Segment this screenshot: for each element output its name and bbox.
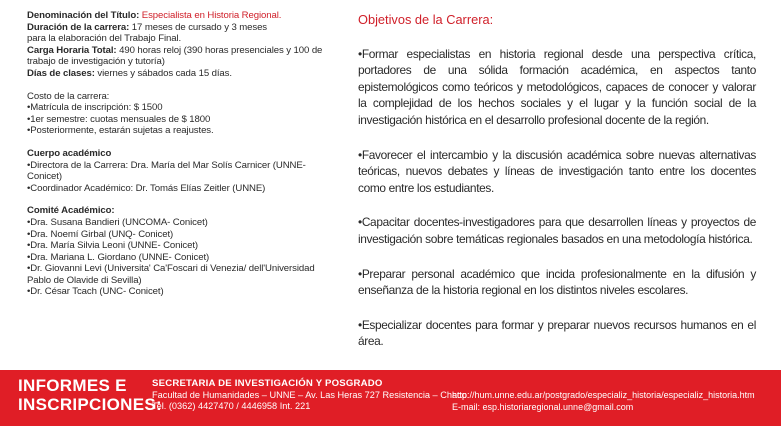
footer-banner: [0, 370, 781, 426]
objetivo-item: •Capacitar docentes-investigadores para que desarrollen líneas y proyectos de investigación sobre temáticas regionales basados en una metodología histórica.: [358, 215, 756, 246]
contact-info: [152, 378, 469, 413]
titulo-label: Denominación del Título:: [27, 10, 140, 21]
list-item: •Dra. María Silvia Leoni (UNNE- Conicet): [27, 240, 199, 252]
list-item: •1er semestre: cuotas mensuales de $ 1800: [27, 113, 211, 125]
list-item: Conicet): [27, 171, 62, 183]
list-item: •Dra. Mariana L. Giordano (UNNE- Conicet): [27, 251, 210, 263]
phone-number: Tel. (0362) 4427470 / 4446958 Int. 221: [152, 401, 311, 412]
list-item: •Matrícula de inscripción: $ 1500: [27, 102, 163, 114]
carga-value-2: trabajo de investigación y tutoría): [27, 56, 165, 68]
informes-line-2: INSCRIPCIONES:: [18, 395, 162, 414]
duracion-value: 17 meses de cursado y 3 meses: [131, 21, 268, 33]
duracion-value-2: para la elaboración del Trabajo Final.: [27, 33, 182, 45]
list-item: •Dr. César Tcach (UNC- Conicet): [27, 286, 164, 298]
comite-title: Comité Académico:: [27, 205, 115, 217]
list-item: •Coordinador Académico: Dr. Tomás Elías Zeitler (UNNE): [27, 182, 266, 194]
email-link[interactable]: E-mail: esp.historiaregional.unne@gmail.com: [452, 401, 634, 412]
titulo-value: Especialista en Historia Regional.: [141, 10, 282, 21]
list-item: •Dra. Susana Bandieri (UNCOMA- Conicet): [27, 216, 208, 228]
comite-section: [27, 205, 327, 298]
informes-heading: [18, 376, 162, 414]
dias-label: Días de clases:: [27, 67, 95, 79]
secretaria-heading: SECRETARIA DE INVESTIGACIÓN Y POSGRADO: [152, 378, 383, 389]
objetivo-item: •Formar especialistas en historia regional desde una perspectiva crítica, portadores de una sólida formación académica, en aspectos tanto epistemológicos como teóricos y metodológicos, capaces de conocer y valorar la complejidad de los hechos sociales y el lugar y la función social de la investigación histórica en el desarrollo profesional docente de la región.: [358, 46, 756, 127]
objetivo-item: •Especializar docentes para formar y preparar nuevos recursos humanos en el área.: [358, 317, 756, 349]
facultad-address: Facultad de Humanidades – UNNE – Av. Las Heras 727 Resistencia – Chaco.: [152, 389, 470, 400]
carga-label: Carga Horaria Total:: [27, 44, 117, 56]
objetivos-section: [358, 12, 756, 368]
web-contact: [452, 390, 755, 413]
list-item: •Dra. Noemí Girbal (UNQ- Conicet): [27, 228, 174, 240]
list-item: •Dr. Giovanni Levi (Universita' Ca'Foscari di Venezia/ dell'Universidad: [27, 263, 315, 275]
carga-value: 490 horas reloj (390 horas presenciales y 100 de: [119, 44, 323, 56]
program-url-link[interactable]: http://hum.unne.edu.ar/postgrado/especializ_historia/especializ_historia.htm: [452, 390, 755, 400]
informes-line-1: INFORMES E: [18, 376, 127, 395]
list-item: •Posteriormente, estarán sujetas a reajustes.: [27, 125, 214, 137]
objetivo-item: •Favorecer el intercambio y la discusión académica sobre nuevas alternativas teóricas, nuevos debates y líneas de investigación tanto entre los docentes como entre los estudiantes.: [358, 147, 756, 195]
program-basic-info: [27, 10, 327, 80]
list-item: Pablo de Olavide di Sevilla): [27, 274, 142, 286]
cuerpo-section: [27, 148, 327, 194]
costo-title: Costo de la carrera:: [27, 90, 110, 102]
program-details: [27, 10, 327, 309]
duracion-label: Duración de la carrera:: [27, 21, 130, 33]
cuerpo-title: Cuerpo académico: [27, 147, 112, 159]
dias-value: viernes y sábados cada 15 días.: [97, 67, 232, 79]
objetivos-title: Objetivos de la Carrera:: [358, 12, 494, 27]
list-item: •Directora de la Carrera: Dra. María del Mar Solís Carnicer (UNNE-: [27, 159, 306, 171]
costo-section: [27, 91, 327, 137]
objetivo-item: •Preparar personal académico que incida profesionalmente en la difusión y enseñanza de la historia regional en los distintos niveles escolares.: [358, 266, 756, 298]
